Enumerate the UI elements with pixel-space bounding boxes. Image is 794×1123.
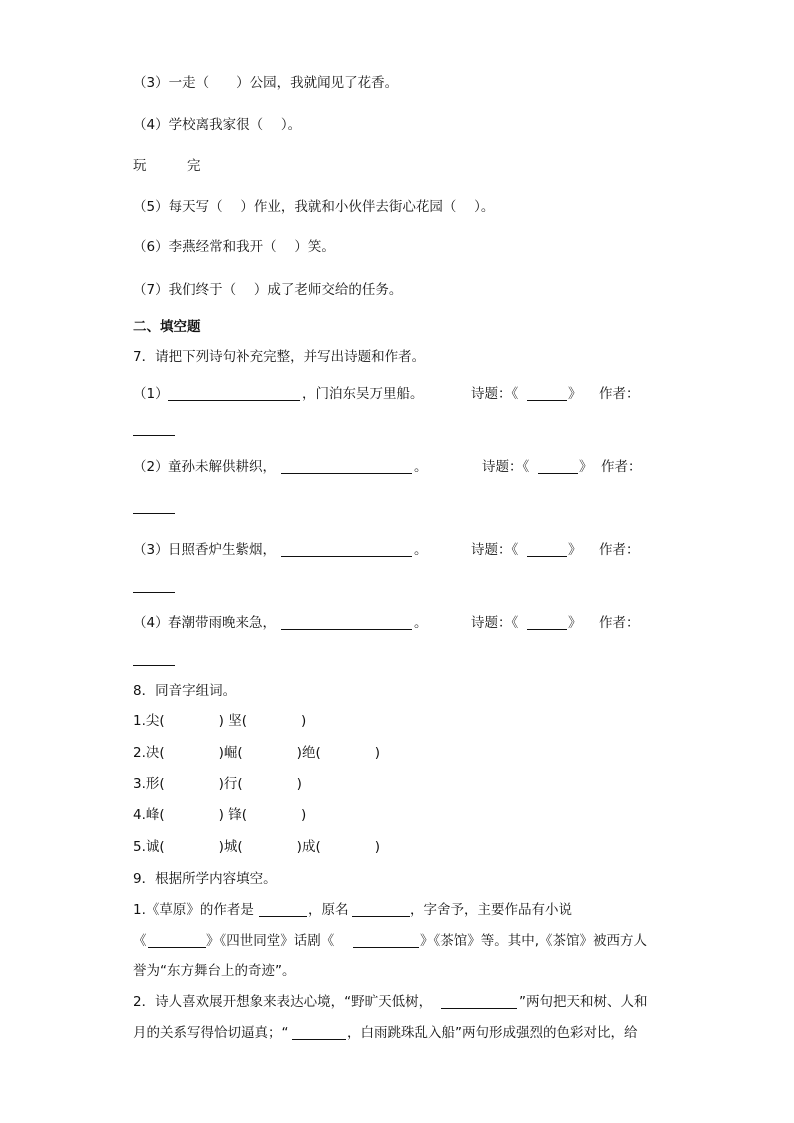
q7-item-1-title-close: 》 [568, 386, 582, 402]
q9-p1-b: ，原名 [308, 902, 349, 918]
q7-item-1-num: （1） [133, 386, 169, 402]
q7-item-2-title-label: 诗题：《 [482, 459, 530, 475]
q8-row-2: 2.决( )崛( )绝( ) [133, 745, 380, 761]
q7-item-1-title-label: 诗题：《 [471, 386, 519, 402]
q9-p1-c: ，字舍予，主要作品有小说 [410, 902, 572, 918]
q9-p2-blank-1[interactable] [441, 1008, 517, 1009]
q7-item-4-pre: 春潮带雨晚来急， [168, 615, 276, 631]
q9-p2-c: 月的关系写得恰切逼真；“ [133, 1025, 289, 1041]
q7-item-1-title-blank[interactable] [527, 400, 567, 401]
q6-item-7: （7）我们终于（ ）成了老师交给的任务。 [133, 282, 403, 298]
q8-title: 8．同音字组词。 [133, 683, 237, 699]
q7-item-4-author-blank[interactable] [133, 665, 175, 666]
q7-item-1-post: ，门泊东吴万里船。 [302, 386, 424, 402]
q9-p1-blank-novel[interactable] [148, 947, 206, 948]
q7-item-4-blank[interactable] [281, 629, 412, 630]
q7-item-2-pre: 童孙未解供耕织， [168, 459, 276, 475]
q7-item-1-author-label: 作者： [599, 386, 640, 402]
q9-p1-g: 誉为“东方舞台上的奇迹”。 [133, 963, 296, 979]
q9-p1-blank-author[interactable] [259, 916, 307, 917]
q7-item-4-num: （4） [133, 615, 169, 631]
q9-p2-blank-2[interactable] [292, 1039, 346, 1040]
q7-title: 7．请把下列诗句补充完整，并写出诗题和作者。 [133, 349, 426, 365]
q7-item-2-blank[interactable] [281, 473, 412, 474]
q7-item-3-title-close: 》 [568, 542, 582, 558]
q9-p1-f: 》《茶馆》等。其中,《茶馆》被西方人 [420, 933, 648, 949]
q7-item-3-author-blank[interactable] [133, 592, 175, 593]
word-group-label: 玩 完 [133, 158, 201, 174]
q7-item-3-author-label: 作者： [599, 542, 640, 558]
q6-item-5: （5）每天写（ ）作业，我就和小伙伴去街心花园（ ）。 [133, 199, 495, 215]
q8-row-3: 3.形( )行( ) [133, 776, 302, 792]
q7-item-3-blank[interactable] [281, 556, 412, 557]
q7-item-1-author-blank[interactable] [133, 435, 175, 436]
q7-item-2-post: 。 [414, 459, 428, 475]
q9-p1-blank-drama[interactable] [353, 947, 419, 948]
q7-item-4-author-label: 作者： [599, 615, 640, 631]
q9-p1-a: 1.《草原》的作者是 [133, 902, 254, 918]
q6-item-4: （4）学校离我家很（ ）。 [133, 117, 302, 133]
q7-item-3-post: 。 [414, 542, 428, 558]
q9-p2-b: ”两句把天和树、人和 [519, 994, 648, 1010]
q7-item-2-author-blank[interactable] [133, 513, 175, 514]
q8-row-4: 4.峰( ) 锋( ) [133, 807, 307, 823]
q7-item-2-title-blank[interactable] [538, 473, 578, 474]
q7-item-4-title-label: 诗题：《 [471, 615, 519, 631]
q9-p2-a: 2．诗人喜欢展开想象来表达心境，“野旷天低树， [133, 994, 433, 1010]
q9-p2-d: ，白雨跳珠乱入船”两句形成强烈的色彩对比，给 [347, 1025, 638, 1041]
q9-p1-d: 《 [133, 933, 147, 949]
q6-item-6: （6）李燕经常和我开（ ）笑。 [133, 239, 335, 255]
q7-item-4-title-close: 》 [568, 615, 582, 631]
q7-item-3-title-blank[interactable] [527, 556, 567, 557]
q7-item-3-pre: 日照香炉生紫烟， [168, 542, 276, 558]
q9-title: 9．根据所学内容填空。 [133, 871, 277, 887]
q7-item-3-title-label: 诗题：《 [471, 542, 519, 558]
q9-p1-blank-name[interactable] [352, 916, 410, 917]
q7-item-2-author-label: 作者： [601, 459, 642, 475]
q7-item-4-post: 。 [414, 615, 428, 631]
q7-item-3-num: （3） [133, 542, 169, 558]
q7-item-1-blank[interactable] [168, 400, 300, 401]
q8-row-1: 1.尖( ) 坚( ) [133, 713, 307, 729]
section-heading: 二、填空题 [133, 319, 201, 335]
q7-item-2-title-close: 》 [579, 459, 593, 475]
q7-item-4-title-blank[interactable] [527, 629, 567, 630]
q8-row-5: 5.诚( )城( )成( ) [133, 839, 380, 855]
q9-p1-e: 》《四世同堂》话剧《 [206, 933, 335, 949]
q6-item-3: （3）一走（ ）公园，我就闻见了花香。 [133, 75, 399, 91]
q7-item-2-num: （2） [133, 459, 169, 475]
